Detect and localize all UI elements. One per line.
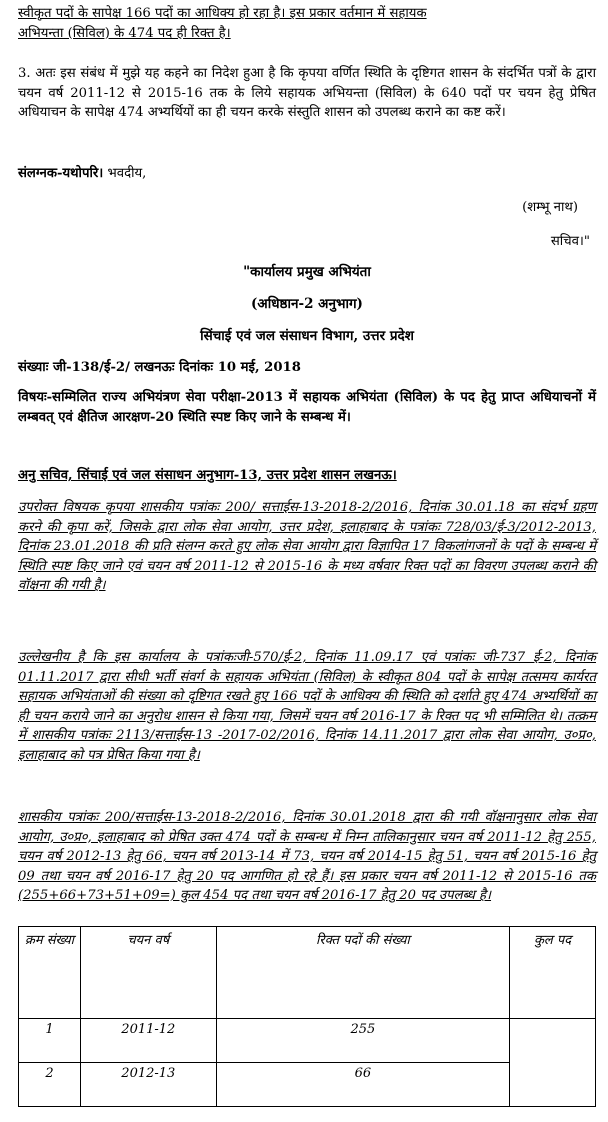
reference-text: संख्याः जी-138/ई-2/ लखनऊः दिनांकः 10 मई, 2018 [18,360,301,375]
enclosure-line [18,164,596,184]
office-header [18,262,596,346]
subject [18,388,596,427]
table-row [19,1019,596,1063]
top-line-2: अभियन्ता (सिविल) के 474 पद ही रिक्त है। [18,25,231,41]
office-title: "कार्यालय प्रमुख अभियंता [243,264,371,280]
table-header-row [19,927,596,1019]
paragraph-c-text: शासकीय पत्रांकः 200/सत्ताईस-13-2018-2/2016, दिनांक 30.01.2018 द्वारा की गयी वॉक्षनानुसार लोक सेवा आयोग, उ०प्र०, इलाहाबाद को प्रेषित उक्त 474 पदों के सम्बन्ध में निम्न तालिकानुसार चयन वर्ष 2011-12 हेतु 255, चयन वर्ष 2012-13 हेतु 66, चयन वर्ष 2013-14 में 73, चयन वर्ष 2014-15 हेतु 51, चयन वर्ष 2015-16 हेतु 09 तथा चयन वर्ष 2016-17 हेतु 20 पद आगणित हो रहे हैं। इस प्रकार चयन वर्ष 2011-12 से 2015-16 तक (255+66+73+51+09=) कुल 454 पद तथा चयन वर्ष 2016-17 हेतु 20 पद उपलब्ध है। [18,810,596,903]
top-paragraph [18,4,596,43]
header-posts: रिक्त पदों की संख्या [216,927,509,1019]
subject-text: विषयः-सम्मिलित राज्य अभियंत्रण सेवा परीक्षा-2013 में सहायक अभियंता (सिविल) के पद हेतु प्राप्त अधियाचनों में लम्बवत् एवं क्षैतिज आरक्षण-20 स्थिति स्पष्ट किए जाने के सम्बन्ध में। [18,390,596,425]
row-2-year: 2012-13 [80,1063,216,1107]
row-1-year: 2011-12 [80,1019,216,1063]
signatory-title [18,232,596,252]
enclosure-label: संलग्नक-यथोपरि। [18,166,104,181]
paragraph-b-text: उल्लेखनीय है कि इस कार्यालय के पत्रांकःजी-570/ई-2, दिनांक 11.09.17 एवं पत्रांकः जी-737 ई-2, दिनांक 01.11.2017 द्वारा सीधी भर्ती संवर्ग के सहायक अभियंता (सिविल) के स्वीकृत 804 पदों के सापेक्ष तत्समय कार्यरत सहायक अभियंताओं की संख्या को दृष्टिगत रखते हुए 166 पदों के आधिक्य की स्थिति को दर्शाते हुए 474 अभ्यर्थियों का ही चयन कराये जाने का अनुरोध शासन से किया गया, जिसमें चयन वर्ष 2016-17 के रिक्त पद भी सम्मिलित थे। तत्क्रम में शासकीय पत्रांकः 2113/सत्ताईस-13 -2017-02/2016, दिनांक 14.11.2017 द्वारा लोक सेवा आयोग, उ०प्र०, इलाहाबाद को पत्र प्रेषित किया गया है। [18,650,596,763]
paragraph-a-text: उपरोक्त विषयक कृपया शासकीय पत्रांकः 200/ सत्ताईस-13-2018-2/2016, दिनांक 30.01.18 का संदर्भ ग्रहण करने की कृपा करें, जिसके द्वारा लोक सेवा आयोग, उत्तर प्रदेश, इलाहाबाद के पत्रांकः 728/03/ई-3/2012-2013, दिनांक 23.01.2018 की प्रति संलग्न करते हुए लोक सेवा आयोग द्वारा विज्ञापित 17 विकलांगजनों के पदों के सम्बन्ध में स्थिति स्पष्ट किए जाने एवं चयन वर्ष 2011-12 से 2015-16 के मध्य वर्षवार रिक्त पदों का विवरण उपलब्ध कराने की वॉक्षना की गयी है। [18,500,596,593]
table-row [19,1063,596,1107]
paragraph-a [18,498,596,596]
paragraph-c [18,808,596,906]
addressee-text: अनु सचिव, सिंचाई एवं जल संसाधन अनुभाग-13, उत्तर प्रदेश शासन लखनऊ। [18,468,397,483]
reference-line [18,358,596,378]
paragraph-b [18,648,596,765]
paragraph-3-text: 3. अतः इस संबंध में मुझे यह कहने का निदेश हुआ है कि कृपया वर्णित स्थिति के दृष्टिगत शासन के संदर्भित पत्रों के द्वारा चयन वर्ष 2011-12 से 2015-16 तक के लिये सहायक अभियन्ता (सिविल) के 640 पदों पर चयन हेतु प्रेषित अधियाचन के सापेक्ष 474 अभ्यर्थियों का ही चयन करके संस्तुति शासन को उपलब्ध कराने का कष्ट करें। [18,66,596,120]
office-section: (अधिष्ठान-2 अनुभाग) [251,296,363,312]
row-1-sno: 1 [19,1019,81,1063]
total-cell [510,1019,596,1107]
paragraph-3 [18,64,596,123]
closing-text: भवदीय, [107,166,147,181]
row-1-posts: 255 [216,1019,509,1063]
header-sno: क्रम संख्या [19,927,81,1019]
signatory-title-text: सचिव।" [550,234,590,249]
header-total: कुल पद [510,927,596,1019]
signatory-name-text: (शम्भू नाथ) [522,200,578,215]
posts-table [18,926,596,1107]
office-dept: सिंचाई एवं जल संसाधन विभाग, उत्तर प्रदेश [200,328,414,344]
row-2-posts: 66 [216,1063,509,1107]
signatory-name [18,198,596,218]
addressee [18,466,596,486]
top-line-1: स्वीकृत पदों के सापेक्ष 166 पदों का आधिक्य हो रहा है। इस प्रकार वर्तमान में सहायक [18,6,427,21]
header-year: चयन वर्ष [80,927,216,1019]
row-2-sno: 2 [19,1063,81,1107]
